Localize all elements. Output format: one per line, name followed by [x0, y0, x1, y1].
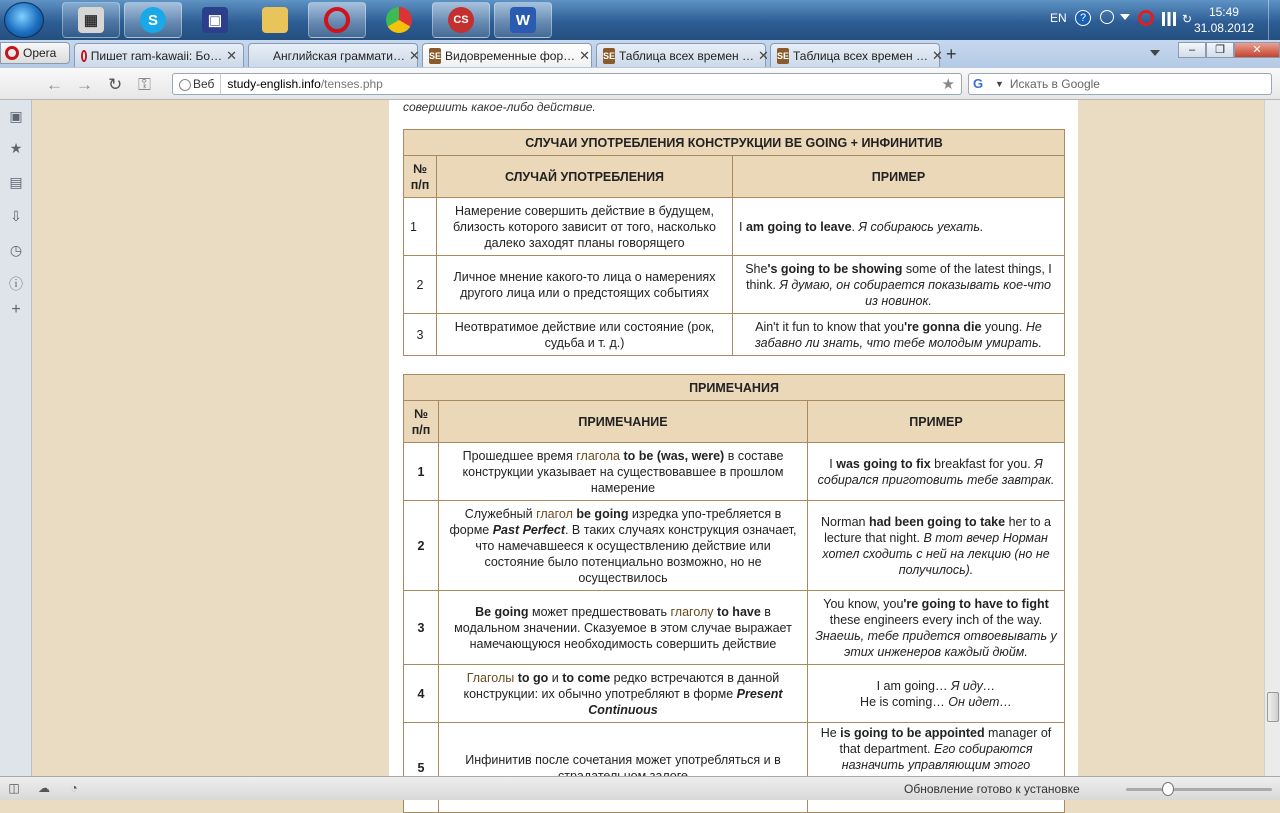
skype-icon: S	[140, 7, 166, 33]
column-header-number: № п/п	[404, 156, 437, 198]
scrollbar-thumb[interactable]	[1267, 692, 1279, 722]
opera-logo-icon	[5, 46, 19, 60]
row-case: Личное мнение какого-то лица о намерениях другого лица или о предстоящих событиях	[437, 256, 733, 314]
tab-2[interactable]	[248, 43, 418, 67]
speed-gauge-icon[interactable]: ◔	[70, 781, 78, 795]
taskbar-explorer[interactable]	[246, 2, 304, 38]
row-number: 1	[404, 198, 437, 256]
opera-icon	[324, 7, 350, 33]
floppy-icon: ▣	[202, 7, 228, 33]
close-window-button[interactable]: ✕	[1234, 42, 1280, 58]
opera-side-panel	[0, 100, 32, 776]
vertical-scrollbar[interactable]	[1264, 100, 1280, 776]
windows-taskbar	[0, 0, 1280, 40]
opera-menu-label: Opera	[23, 46, 57, 60]
tab-menu-chevron-icon[interactable]	[1150, 50, 1160, 56]
row-note: Be going может предшествовать глаголу to have в модальном значении. Сказуемое в этом случае выражает намечающуюся необходимость совершить действие	[439, 591, 808, 665]
window-controls	[1178, 42, 1280, 60]
row-number: 5	[404, 723, 439, 813]
tab-title: Английская граммати…	[273, 48, 406, 63]
top-note-text: совершить какое-либо действие.	[403, 100, 596, 114]
status-text: Обновление готово к установке	[904, 782, 1080, 796]
row-note: Глаголы to go и to come редко встречаются в данной конструкции: их обычно употребляют в форме Present Continuous	[439, 665, 808, 723]
column-header-example: ПРИМЕР	[733, 156, 1065, 198]
word-icon: W	[510, 7, 536, 33]
maximize-button[interactable]: ❐	[1206, 42, 1234, 58]
tab-1[interactable]	[74, 43, 244, 67]
bookmark-star-icon[interactable]: ★	[941, 76, 955, 93]
table-row	[404, 443, 1065, 501]
help-icon[interactable]: ?	[1075, 10, 1091, 26]
status-left-icons	[6, 781, 82, 795]
tray-expand-icon[interactable]	[1120, 14, 1130, 20]
folder-icon	[262, 7, 288, 33]
table-row	[404, 314, 1065, 356]
opera-mail-icon	[81, 50, 87, 62]
tab-title: Пишет ram-kawaii: Бо…	[90, 48, 223, 63]
row-example: I am going… Я иду… He is coming… Он идет…	[808, 665, 1065, 723]
address-field[interactable]	[172, 73, 962, 95]
zoom-slider-knob[interactable]	[1162, 782, 1174, 796]
reload-icon[interactable]: ↻	[108, 75, 123, 94]
row-example: He is going to be appointed manager of that department. Его собираются назначить управляющим этого	[808, 723, 1065, 813]
minimize-button[interactable]: –	[1178, 42, 1206, 58]
table-row	[404, 198, 1065, 256]
row-example: You know, you're going to have to fight these engineers every inch of the way. Знаешь, тебе придется отвоевывать у этих инженеров каждый дюйм.	[808, 591, 1065, 665]
turbo-cloud-icon[interactable]: ☁	[38, 781, 50, 795]
row-note: Служебный глагол be going изредка упо-требляется в форме Past Perfect. В таких случаях конструкция означает, что намечавшееся к осуществлению действие или состояние было потенциально возможно, но не осуществилось	[439, 501, 808, 591]
search-placeholder: Искать в Google	[1009, 77, 1100, 91]
column-header-case: СЛУЧАЙ УПОТРЕБЛЕНИЯ	[437, 156, 733, 198]
row-number: 3	[404, 591, 439, 665]
history-clock-icon[interactable]: ◷	[9, 242, 23, 258]
tab-5[interactable]	[770, 43, 943, 67]
back-arrow-icon[interactable]: ←	[46, 75, 63, 94]
key-icon[interactable]: ⚿	[138, 75, 151, 94]
taskbar-chrome[interactable]	[370, 2, 428, 38]
row-number: 2	[404, 256, 437, 314]
row-example: I am going to leave. Я собираюсь уехать.	[733, 198, 1065, 256]
taskbar-skype[interactable]	[124, 2, 182, 38]
taskbar-calculator[interactable]	[62, 2, 120, 38]
tab-3-active[interactable]	[422, 43, 592, 67]
speed-dial-icon[interactable]: ▣	[9, 108, 23, 124]
taskbar-word[interactable]	[494, 2, 552, 38]
taskbar-save[interactable]	[186, 2, 244, 38]
browser-tab-bar	[0, 40, 1280, 68]
site-favicon-icon: SE	[603, 48, 615, 64]
zoom-slider[interactable]	[1126, 788, 1272, 791]
row-number: 4	[404, 665, 439, 723]
tab-title: Таблица всех времен …	[619, 48, 754, 63]
language-indicator[interactable]: EN	[1050, 11, 1067, 25]
row-number: 1	[404, 443, 439, 501]
close-tab-icon[interactable]: ✕	[932, 47, 943, 63]
opera-tray-icon[interactable]	[1138, 10, 1154, 26]
row-case: Намерение совершить действие в будущем, близость которого зависит от того, насколько далеко заходят планы говорящего	[437, 198, 733, 256]
search-field[interactable]	[968, 73, 1272, 95]
tab-title: Видовременные фор…	[445, 48, 576, 63]
status-bar	[0, 776, 1280, 800]
calculator-icon: ▦	[78, 7, 104, 33]
bookmarks-star-icon[interactable]: ★	[9, 140, 23, 156]
row-example: She's going to be showing some of the latest things, I think. Я думаю, он собирается показывать кое-что из новинок.	[733, 256, 1065, 314]
start-button[interactable]	[4, 2, 44, 38]
signal-icon[interactable]	[1162, 12, 1176, 26]
row-example: I was going to fix breakfast for you. Я собирался приготовить тебе завтрак.	[808, 443, 1065, 501]
column-header-number: № п/п	[404, 401, 439, 443]
row-note: Инфинитив после сочетания может употребляться и в	[439, 723, 808, 813]
row-number: 2	[404, 501, 439, 591]
clock[interactable]	[1194, 4, 1254, 36]
row-number: 3	[404, 314, 437, 356]
address-path: /tenses.php	[320, 77, 383, 91]
taskbar-cs[interactable]	[432, 2, 490, 38]
tab-4[interactable]	[596, 43, 769, 67]
cs-icon: CS	[448, 7, 474, 33]
opera-menu-button[interactable]	[0, 42, 70, 64]
show-desktop-button[interactable]	[1268, 0, 1280, 40]
notes-table	[403, 374, 1065, 813]
close-tab-icon[interactable]: ✕	[226, 47, 237, 63]
address-mode[interactable]: Веб	[173, 74, 221, 94]
close-tab-icon[interactable]: ✕	[579, 47, 591, 63]
network-icon[interactable]	[1100, 10, 1114, 24]
table-row	[404, 591, 1065, 665]
panel-toggle-icon[interactable]: ◫	[8, 781, 20, 795]
add-panel-icon[interactable]: +	[11, 301, 21, 318]
forward-arrow-icon[interactable]: →	[76, 75, 93, 94]
tab-title: Таблица всех времен …	[793, 48, 928, 63]
table-row	[404, 256, 1065, 314]
notes-icon[interactable]: ▤	[9, 174, 23, 190]
row-case: Неотвратимое действие или состояние (рок, судьба и т. д.)	[437, 314, 733, 356]
table-title: СЛУЧАИ УПОТРЕБЛЕНИЯ КОНСТРУКЦИИ BE GOING + ИНФИНИТИВ	[404, 130, 1065, 156]
system-tray	[1020, 0, 1280, 40]
page-article	[389, 100, 1078, 776]
taskbar-opera[interactable]	[308, 2, 366, 38]
sync-icon[interactable]: ↻	[1182, 12, 1193, 26]
info-icon[interactable]: ⓘ	[9, 276, 23, 292]
search-engine-dropdown-icon[interactable]: ▼	[995, 79, 1004, 89]
address-toolbar	[0, 68, 1280, 100]
table-row	[404, 665, 1065, 723]
site-favicon-icon: SE	[777, 48, 789, 64]
row-example: Norman had been going to take her to a lecture that night. В тот вечер Норман хотел сходить с ней на лекцию (но не получилось).	[808, 501, 1065, 591]
usage-table	[403, 129, 1065, 356]
column-header-note: ПРИМЕЧАНИЕ	[439, 401, 808, 443]
table-row	[404, 501, 1065, 591]
site-favicon-icon: SE	[429, 48, 441, 64]
downloads-icon[interactable]: ⇩	[10, 208, 22, 224]
close-tab-icon[interactable]: ✕	[758, 47, 769, 63]
column-header-example: ПРИМЕР	[808, 401, 1065, 443]
page-viewport	[32, 100, 1264, 776]
close-tab-icon[interactable]: ✕	[409, 47, 420, 63]
address-host: study-english.info	[227, 77, 321, 91]
google-icon: G	[973, 76, 984, 91]
clock-date: 31.08.2012	[1193, 21, 1254, 35]
new-tab-button[interactable]: +	[946, 44, 957, 64]
row-example: Ain't it fun to know that you're gonna die young. Не забавно ли знать, что тебе молодым умирать.	[733, 314, 1065, 356]
table-title: ПРИМЕЧАНИЯ	[404, 375, 1065, 401]
row-note: Прошедшее время глагола to be (was, were) в составе конструкции указывает на существовавшее в прошлом намерение	[439, 443, 808, 501]
clock-time: 15:49	[1208, 5, 1239, 19]
chrome-icon	[386, 7, 412, 33]
